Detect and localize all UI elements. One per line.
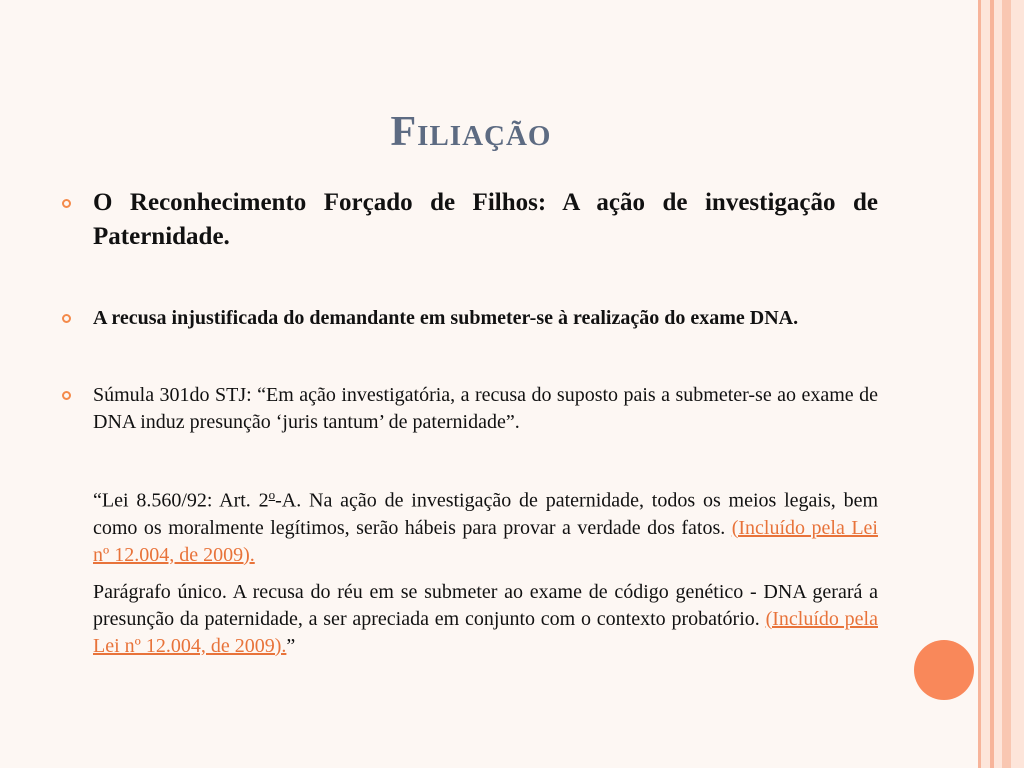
decorative-stripes bbox=[978, 0, 1024, 768]
bullet-text: Súmula 301do STJ: “Em ação investigatória, a recusa do suposto pais a submeter-se ao exame de DNA induz presunção ‘juris tantum’ de paternidade”. bbox=[93, 384, 878, 433]
law-paragraph bbox=[60, 481, 878, 569]
decorative-circle bbox=[914, 640, 974, 700]
page-title: Filiação bbox=[390, 109, 552, 155]
bullet-text: O Reconhecimento Forçado de Filhos: A ação de investigação de Paternidade. bbox=[93, 189, 878, 250]
bullet-item bbox=[60, 382, 878, 436]
law-text: “Lei 8.560/92: Art. 2 bbox=[93, 489, 269, 512]
law-reference-link[interactable]: (Incluído pela Lei nº 12.004, de 2009). bbox=[93, 516, 878, 566]
closing-quote: ” bbox=[286, 634, 296, 657]
sole-paragraph bbox=[60, 579, 878, 660]
bullet-icon bbox=[62, 314, 71, 323]
bullet-icon bbox=[62, 199, 71, 208]
law-reference-link[interactable]: (Incluído pela Lei nº 12.004, de 2009). bbox=[93, 607, 878, 657]
law-text-continued: -A. Na ação de investigação de paternidade, todos os meios legais, bem como os moralmente legítimos, serão hábeis para provar a verdade dos fatos. bbox=[93, 489, 879, 539]
bullet-item bbox=[60, 304, 878, 332]
slide-content bbox=[60, 186, 878, 660]
bullet-icon bbox=[62, 391, 71, 400]
sole-paragraph-text: Parágrafo único. A recusa do réu em se submeter ao exame de código genético - DNA gerará a presunção da paternidade, a ser apreciada em conjunto com o contexto probatório. bbox=[93, 580, 878, 630]
bullet-text: A recusa injustificada do demandante em submeter-se à realização do exame DNA. bbox=[93, 307, 799, 329]
bullet-item bbox=[60, 186, 878, 254]
ordinal-superscript: o bbox=[268, 487, 276, 502]
